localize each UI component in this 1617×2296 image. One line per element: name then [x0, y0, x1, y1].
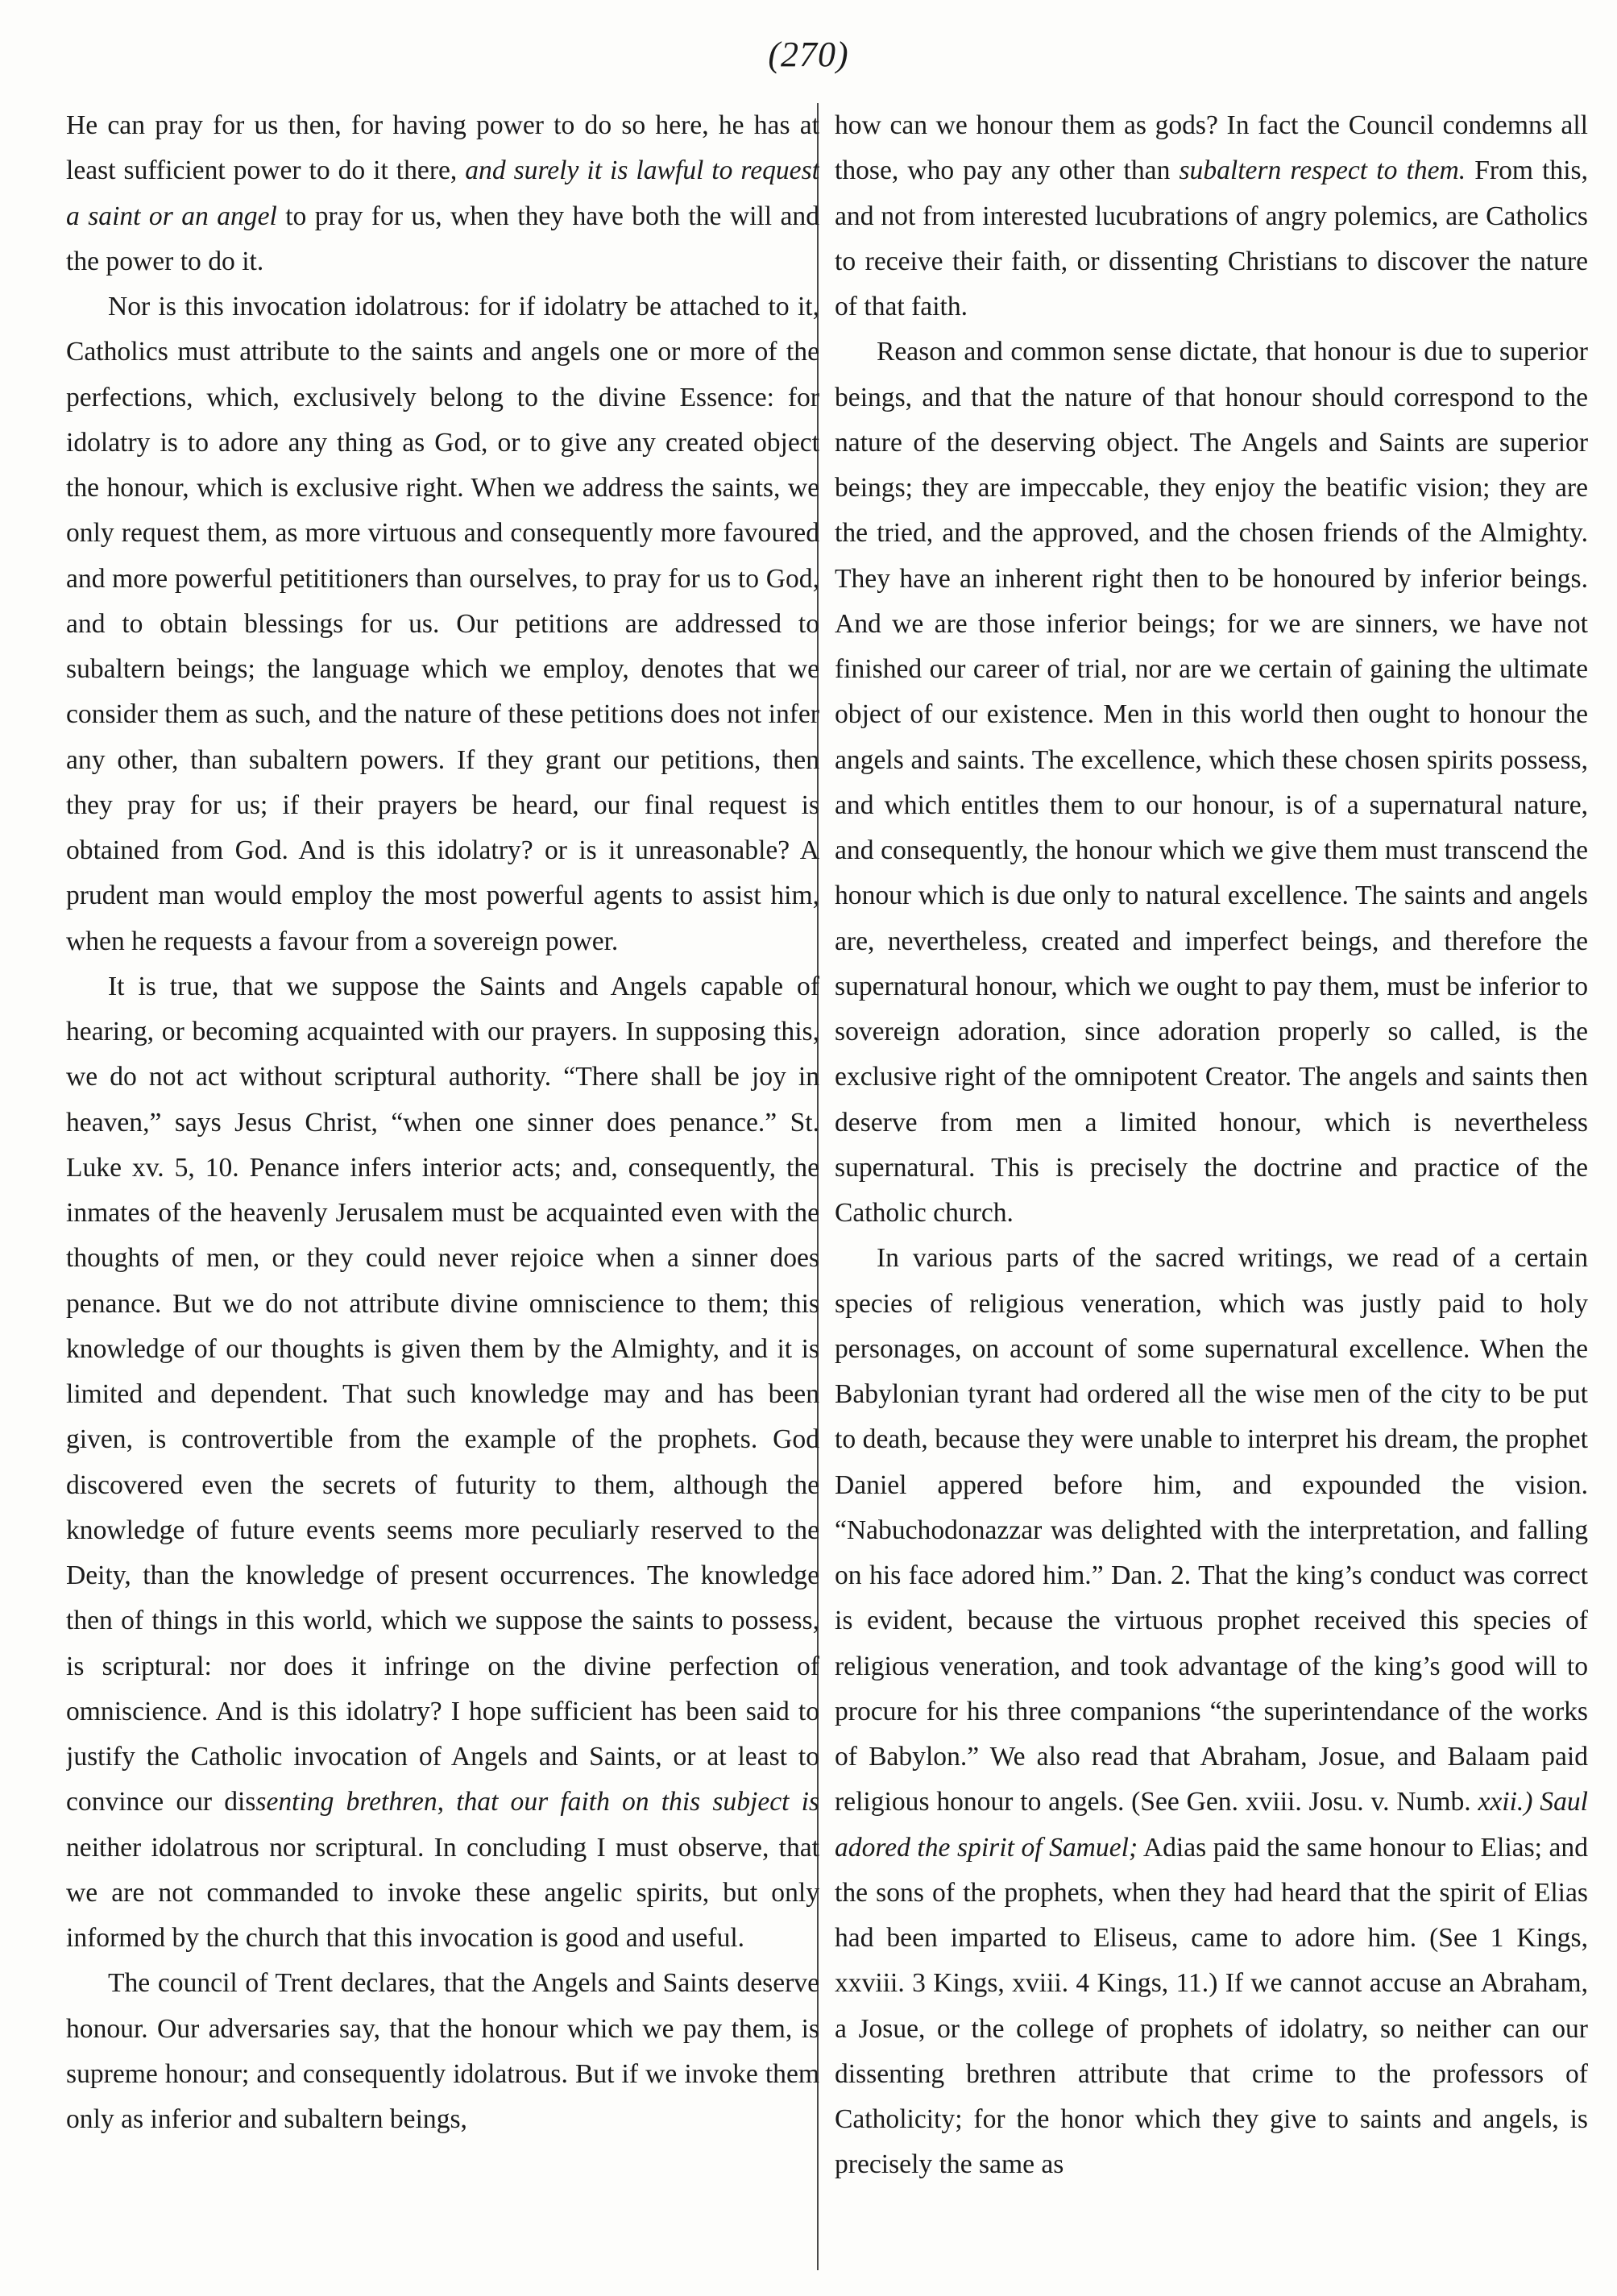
- paragraph-text: neither idolatrous nor scriptural. In concluding I must observe, that we are not commanded to invoke these angelic spirits, but only informed by the church that this invocation is good and useful.: [66, 1832, 819, 1953]
- paragraph: [835, 103, 1588, 329]
- paragraph-text: In various parts of the sacred writings, we read of a certain species of religious veneration, which was justly paid to holy personages, on account of some supernatural excellence. When the Babylonian tyrant had ordered all the wise men of the city to be put to death, because they were unable to interpret his dream, the prophet Daniel appered before him, and expounded the vision. “Nabuchodonazzar was delighted with the interpretation, and falling on his face adored him.” Dan. 2. That the king’s conduct was correct is evident, because the virtuous prophet received this species of religious veneration, and took advantage of the king’s good will to procure for his three companions “the superintendance of the works of Babylon.” We also read that Abraham, Josue, and Balaam paid religious honour to angels. (See Gen. xviii. Josu. v. Numb.: [835, 1243, 1588, 1817]
- paragraph: [835, 1236, 1588, 2187]
- paragraph-text: Adias paid the same honour to Elias; and the sons of the prophets, when they had heard that the spirit of Elias had been imparted to Eliseus, came to adore him. (See 1 Kings, xxviii. 3 Kings, xviii. 4 Kings, 11.) If we cannot accuse an Abraham, a Josue, or the college of prophets of idolatry, so neither can our dissenting brethren attribute that crime to the professors of Catholicity; for the honor which they give to saints and angels, is precisely the same as: [835, 1832, 1588, 2180]
- paragraph-text: It is true, that we suppose the Saints and Angels capable of hearing, or becoming acquainted with our prayers. In supposing this, we do not act without scriptural authority. “There shall be joy in heaven,” says Jesus Christ, “when one sinner does penance.” St. Luke xv. 5, 10. Penance infers interior acts; and, consequently, the inmates of the heavenly Jerusalem must be acquainted even with the thoughts of men, or they could never rejoice when a sinner does penance. But we do not attribute divine omniscience to them; this knowledge of our thoughts is given them by the Almighty, and it is limited and dependent. That such knowledge may and has been given, is controvertible from the example of the prophets. God discovered even the secrets of futurity to them, although the knowledge of future events seems more peculiarly reserved to the Deity, than the knowledge of present occurrences. The knowledge then of things in this world, which we suppose the saints to possess, is scriptural: nor does it infringe on the divine perfection of omniscience. And is this idolatry? I hope sufficient has been said to justify the Catholic invocation of Angels and Saints, or at least to convince our dis: [66, 971, 819, 1817]
- page-number: (270): [768, 35, 849, 74]
- paragraph-text: how can we honour them as gods? In fact the Council condemns all those, who pay any other than: [835, 110, 1588, 186]
- paragraph-text: to pray for us, when they have both the will and the power to do it.: [66, 201, 819, 276]
- left-column: [66, 103, 819, 2262]
- italic-text: and surely it is lawful to request a saint or an angel: [66, 155, 819, 231]
- paragraph: Nor is this invocation idolatrous: for if idolatry be attached to it, Catholics must attribute to the saints and angels one or more of the perfections, which, exclusively belong to the divine Essence: for idolatry is to adore any thing as God, or to give any created object the honour, which is exclusive right. When we address the saints, we only request them, as more virtuous and consequently more favoured and more powerful petititioners than ourselves, to pray for us to God, and to obtain blessings for us. Our petitions are addressed to subaltern beings; the language which we employ, denotes that we consider them as such, and the nature of these petitions does not infer any other, than subaltern powers. If they grant our petitions, then they pray for us; if their prayers be heard, our final request is obtained from God. And is this idolatry? or is it unreasonable? A prudent man would employ the most powerful agents to assist him, when he requests a favour from a sovereign power.: [66, 292, 819, 956]
- italic-text: subaltern respect to them.: [1179, 155, 1466, 186]
- paragraph-text: He can pray for us then, for having power to do so here, he has at least sufficient power to do it there,: [66, 110, 819, 186]
- paragraph: [66, 964, 819, 1962]
- italic-text: xxii.) Saul adored the spirit of Samuel;: [835, 1787, 1588, 1863]
- paragraph: Reason and common sense dictate, that honour is due to superior beings, and that the nature of that honour should correspond to the nature of the deserving object. The Angels and Saints are superior beings; they are impeccable, they enjoy the beatific vision; they are the tried, and the approved, and the chosen friends of the Almighty. They have an inherent right then to be honoured by inferior beings. And we are those inferior beings; for we are sinners, we have not finished our career of trial, nor are we certain of gaining the ultimate object of our existence. Men in this world then ought to honour the angels and saints. The excellence, which these chosen spirits possess, and which entitles them to our honour, is of a supernatural nature, and consequently, the honour which we give them must transcend the honour which is due only to natural excellence. The saints and angels are, nevertheless, created and imperfect beings, and therefore the supernatural honour, which we ought to pay them, must be inferior to sovereign adoration, since adoration properly so called, is the exclusive right of the omnipotent Creator. The angels and saints then deserve from men a limited honour, which is nevertheless supernatural. This is precisely the doctrine and practice of the Catholic church.: [835, 337, 1588, 1228]
- paragraph: The council of Trent declares, that the Angels and Saints deserve honour. Our adversaries say, that the honour which we pay them, is supreme honour; and consequently idolatrous. But if we invoke them only as inferior and subaltern beings,: [66, 1968, 819, 2134]
- right-column: [835, 103, 1588, 2262]
- paragraph: [66, 103, 819, 284]
- italic-text: senting brethren, that our faith on this subject is: [255, 1787, 819, 1817]
- paragraph-text: From this, and not from interested lucubrations of angry polemics, are Catholics to receive their faith, or dissenting Christians to discover the nature of that faith.: [835, 155, 1588, 321]
